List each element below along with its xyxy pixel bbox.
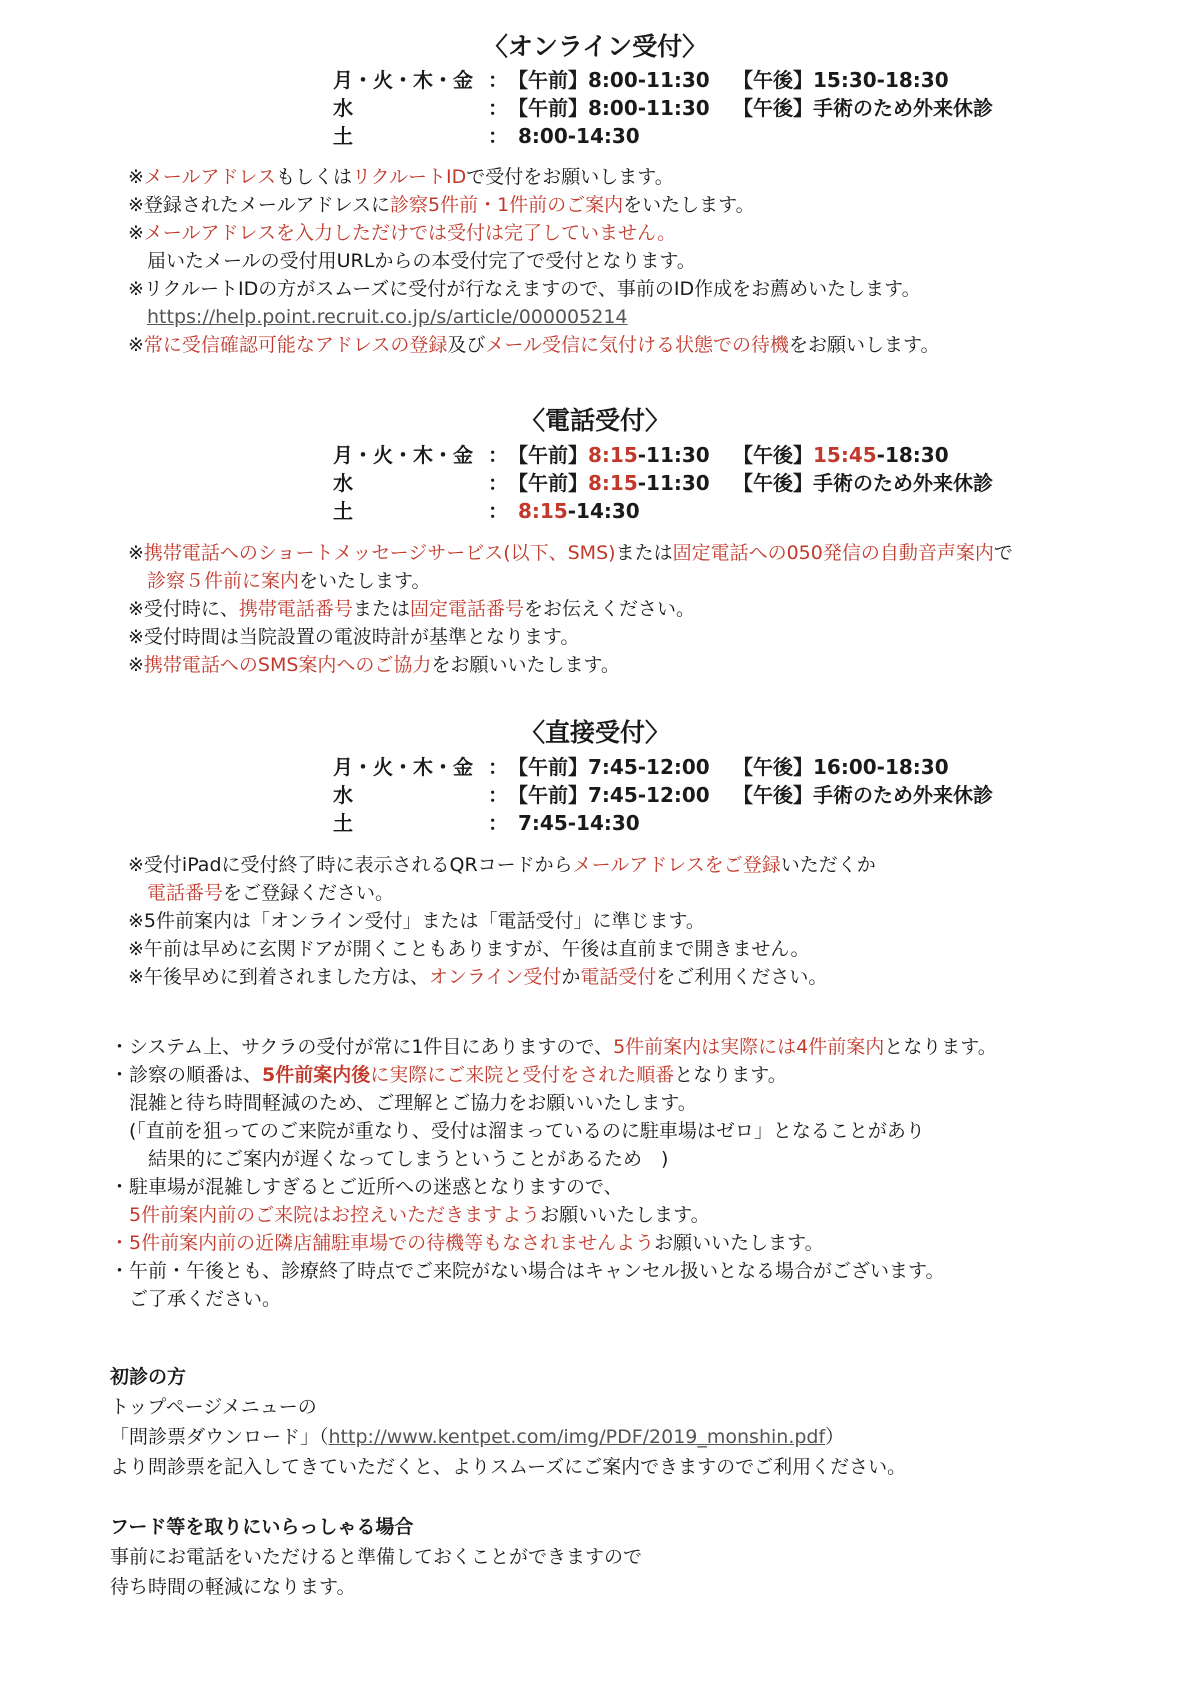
am-time-highlight: 8:15 (518, 499, 568, 523)
schedule-row (333, 753, 993, 781)
text-segment (128, 570, 147, 592)
schedule-row (333, 497, 993, 525)
note-line (128, 164, 674, 190)
text-segment: 電話受付 (580, 966, 657, 988)
schedule-am (508, 94, 733, 122)
help-article-link[interactable]: https://help.point.recruit.co.jp/s/article/000005214 (147, 306, 628, 328)
monshin-pdf-link[interactable]: http://www.kentpet.com/img/PDF/2019_monshin.pdf (328, 1426, 826, 1448)
text-segment: メールアドレスをご登録 (572, 854, 781, 876)
text-segment: メールアドレス (143, 166, 276, 188)
schedule-am (508, 781, 733, 809)
bullet-line (110, 1258, 944, 1284)
schedule-row (333, 122, 993, 150)
text-segment: 常に受信確認可能なアドレスの登録 (143, 334, 448, 356)
pm-time: 15:30-18:30 (813, 68, 949, 92)
note-line (128, 192, 755, 218)
text-segment: ご了承ください。 (110, 1288, 282, 1310)
am-time-highlight: 8:15 (588, 471, 638, 495)
pm-label: 【午後】 (733, 443, 813, 467)
note-line (128, 596, 695, 622)
schedule-day: 水 (333, 96, 353, 120)
text-segment: ・システム上、サクラの受付が常に1件目にありますので、 (110, 1036, 614, 1058)
note-line (128, 540, 1013, 566)
schedule-am (508, 66, 733, 94)
text-segment: 携帯電話へのSMS案内へのご協力 (143, 654, 432, 676)
text-segment: に実際にご来院と受付をされた順番 (370, 1064, 675, 1086)
schedule-pm (733, 753, 949, 781)
note-line (128, 624, 579, 650)
bullet-line (110, 1090, 697, 1116)
text-segment: お願いいたします。 (654, 1232, 824, 1254)
am-time: -11:30 (637, 443, 710, 467)
bullet-line (110, 1202, 710, 1228)
note-line (128, 964, 827, 990)
text-segment: メールアドレスを入力しただけでは受付は完了していません。 (143, 222, 677, 244)
text-segment (128, 882, 147, 904)
pm-label: 【午後】 (733, 783, 813, 807)
schedule-am (508, 122, 743, 150)
section-title-online: 〈オンライン受付〉 (482, 32, 708, 61)
text-segment: もしくは (275, 166, 352, 188)
text-segment: 固定電話への050発信の自動音声案内 (672, 542, 994, 564)
text-segment: ・駐車場が混雑しすぎるとご近所への迷惑となりますので、 (110, 1176, 623, 1198)
schedule-am (508, 809, 743, 837)
text-segment: ※受付iPadに受付終了時に表示されるQRコードから (128, 854, 573, 876)
text-segment: 5件前案内後 (262, 1064, 371, 1086)
am-label: 【午前】 (508, 783, 588, 807)
text-segment: ※ (128, 222, 144, 244)
text-segment: をご登録ください。 (223, 882, 395, 904)
food-heading: フード等を取りにいらっしゃる場合 (110, 1516, 414, 1538)
bullet-line (110, 1230, 824, 1256)
schedule-day: 月・火・木・金 (333, 443, 473, 467)
bullet-line (110, 1034, 997, 1060)
schedule-day: 月・火・木・金 (333, 68, 473, 92)
note-line (128, 332, 939, 358)
note-line (128, 908, 705, 934)
text-segment: または (352, 598, 410, 620)
schedule-day: 土 (333, 124, 353, 148)
am-time: 7:45-12:00 (588, 755, 710, 779)
am-label: 【午前】 (508, 68, 588, 92)
schedule-row (333, 469, 993, 497)
text-segment: をいたします。 (299, 570, 431, 592)
pm-label: 【午後】 (733, 96, 813, 120)
schedule-direct (333, 753, 993, 837)
schedule-day: 月・火・木・金 (333, 755, 473, 779)
text-segment: か (561, 966, 581, 988)
first-visit-heading: 初診の方 (110, 1366, 187, 1388)
text-segment: ・ (110, 1232, 130, 1254)
text-segment: で受付をお願いします。 (466, 166, 674, 188)
pm-label: 【午後】 (733, 471, 813, 495)
text-segment: (「直前を狙ってのご来院が重なり、受付は溜まっているのに駐車場はゼロ」となることがあり (110, 1120, 925, 1142)
text-segment: ※ (128, 654, 144, 676)
bullet-line (110, 1286, 281, 1312)
text-segment: ※リクルートIDの方がスムーズに受付が行なえますので、事前のID作成をお薦めいたします。 (128, 278, 921, 300)
text-segment: リクルートID (352, 166, 467, 188)
first-visit-line-2 (110, 1424, 844, 1450)
schedule-pm (733, 66, 949, 94)
pm-time: 手術のため外来休診 (813, 783, 993, 807)
am-time: -14:30 (567, 499, 640, 523)
text-segment: ※ (128, 334, 144, 356)
schedule-colon: ： (488, 124, 508, 148)
am-label: 【午前】 (508, 96, 588, 120)
text-segment: をご利用ください。 (656, 966, 828, 988)
text-segment: 混雑と待ち時間軽減のため、ご理解とご協力をお願いいたします。 (110, 1092, 697, 1114)
note-line (128, 568, 431, 594)
text-segment: ※ (128, 166, 144, 188)
pm-time: 手術のため外来休診 (813, 471, 993, 495)
am-time: 7:45-12:00 (588, 783, 710, 807)
note-line (128, 276, 921, 302)
schedule-row (333, 781, 993, 809)
text-segment: ※受付時に、 (128, 598, 239, 620)
schedule-colon: ： (488, 783, 508, 807)
schedule-colon: ： (488, 471, 508, 495)
note-line (128, 936, 810, 962)
bullet-line (110, 1146, 668, 1172)
text-segment: 電話番号 (147, 882, 224, 904)
schedule-colon: ： (488, 96, 508, 120)
text-segment: 届いたメールの受付用URLからの本受付完了で受付となります。 (128, 250, 696, 272)
schedule-day: 土 (333, 499, 353, 523)
schedule-am (508, 469, 733, 497)
schedule-row (333, 441, 993, 469)
am-time-highlight: 8:15 (588, 443, 638, 467)
text-segment: ・午前・午後とも、診療終了時点でご来院がない場合はキャンセル扱いとなる場合がございます。 (110, 1260, 945, 1282)
schedule-am (508, 753, 733, 781)
schedule-am (508, 497, 743, 525)
first-visit-line-2-pre: 「問診票ダウンロード」（ (110, 1426, 329, 1448)
bullet-line (110, 1062, 787, 1088)
schedule-row (333, 66, 993, 94)
text-segment (128, 306, 147, 328)
am-time: 8:00-11:30 (588, 96, 710, 120)
schedule-day: 土 (333, 811, 353, 835)
am-time: -11:30 (637, 471, 710, 495)
note-line (128, 304, 628, 330)
text-segment: となります。 (674, 1064, 787, 1086)
schedule-colon: ： (488, 811, 508, 835)
first-visit-line-2-post: ） (825, 1426, 845, 1448)
text-segment: 5件前案内は実際には4件前案内 (613, 1036, 885, 1058)
text-segment: オンライン受付 (428, 966, 562, 988)
pm-time-highlight: 15:45 (813, 443, 877, 467)
first-visit-line-3: より問診票を記入してきていただくと、よりスムーズにご案内できますのでご利用ください。 (110, 1456, 907, 1478)
text-segment: をいたします。 (623, 194, 755, 216)
schedule-day: 水 (333, 783, 353, 807)
food-line-1: 事前にお電話をいただけると準備しておくことができますので (110, 1546, 643, 1568)
am-time: 8:00-14:30 (518, 124, 640, 148)
note-line (128, 652, 620, 678)
schedule-am (508, 441, 733, 469)
am-time: 8:00-11:30 (588, 68, 710, 92)
first-visit-line-1: トップページメニューの (110, 1396, 317, 1418)
text-segment: 携帯電話へのショートメッセージサービス(以下、SMS) (143, 542, 616, 564)
text-segment: となります。 (884, 1036, 997, 1058)
text-segment: ※受付時間は当院設置の電波時計が基準となります。 (128, 626, 580, 648)
text-segment: 5件前案内前のご来院はお控えいただきますよう (129, 1204, 541, 1226)
text-segment: または (615, 542, 673, 564)
am-time: 7:45-14:30 (518, 811, 640, 835)
pm-time: -18:30 (876, 443, 949, 467)
section-title-direct: 〈直接受付〉 (519, 718, 670, 747)
text-segment: をお願いいたします。 (431, 654, 620, 676)
note-line (128, 880, 394, 906)
schedule-pm (733, 94, 993, 122)
text-segment: ※午後早めに到着されました方は、 (128, 966, 429, 988)
text-segment: お願いいたします。 (540, 1204, 710, 1226)
schedule-day: 水 (333, 471, 353, 495)
text-segment: 5件前案内前の近隣店舗駐車場での待機等もなされませんよう (129, 1232, 655, 1254)
schedule-row (333, 94, 993, 122)
text-segment: で (993, 542, 1013, 564)
text-segment: ※登録されたメールアドレスに (128, 194, 390, 216)
schedule-colon: ： (488, 499, 508, 523)
text-segment: いただくか (780, 854, 876, 876)
pm-label: 【午後】 (733, 68, 813, 92)
schedule-colon: ： (488, 443, 508, 467)
text-segment: 診察５件前に案内 (147, 570, 300, 592)
text-segment: メール受信に気付ける状態での待機 (485, 334, 789, 356)
text-segment: 結果的にご案内が遅くなってしまうということがあるため ) (110, 1148, 669, 1170)
text-segment (110, 1204, 129, 1226)
pm-label: 【午後】 (733, 755, 813, 779)
text-segment: 及び (447, 334, 486, 356)
text-segment: ※午前は早めに玄関ドアが開くこともありますが、午後は直前まで開きません。 (128, 938, 810, 960)
schedule-row (333, 809, 993, 837)
food-line-2: 待ち時間の軽減になります。 (110, 1576, 356, 1598)
schedule-pm (733, 781, 993, 809)
text-segment: 携帯電話番号 (238, 598, 353, 620)
schedule-pm (733, 441, 949, 469)
am-label: 【午前】 (508, 755, 588, 779)
schedule-colon: ： (488, 68, 508, 92)
schedule-phone (333, 441, 993, 525)
text-segment: ※5件前案内は「オンライン受付」または「電話受付」に準じます。 (128, 910, 705, 932)
text-segment: 診察5件前・1件前のご案内 (389, 194, 624, 216)
text-segment: ※ (128, 542, 144, 564)
section-title-phone: 〈電話受付〉 (519, 406, 670, 435)
pm-time: 手術のため外来休診 (813, 96, 993, 120)
pm-time: 16:00-18:30 (813, 755, 949, 779)
schedule-pm (733, 469, 993, 497)
text-segment: をお願いします。 (789, 334, 940, 356)
text-segment: をお伝えください。 (523, 598, 695, 620)
schedule-colon: ： (488, 755, 508, 779)
schedule-online (333, 66, 993, 150)
am-label: 【午前】 (508, 471, 588, 495)
note-line (128, 852, 876, 878)
bullet-line (110, 1118, 925, 1144)
note-line (128, 220, 676, 246)
bullet-line (110, 1174, 623, 1200)
note-line (128, 248, 696, 274)
text-segment: 固定電話番号 (409, 598, 524, 620)
am-label: 【午前】 (508, 443, 588, 467)
text-segment: ・診察の順番は、 (110, 1064, 263, 1086)
